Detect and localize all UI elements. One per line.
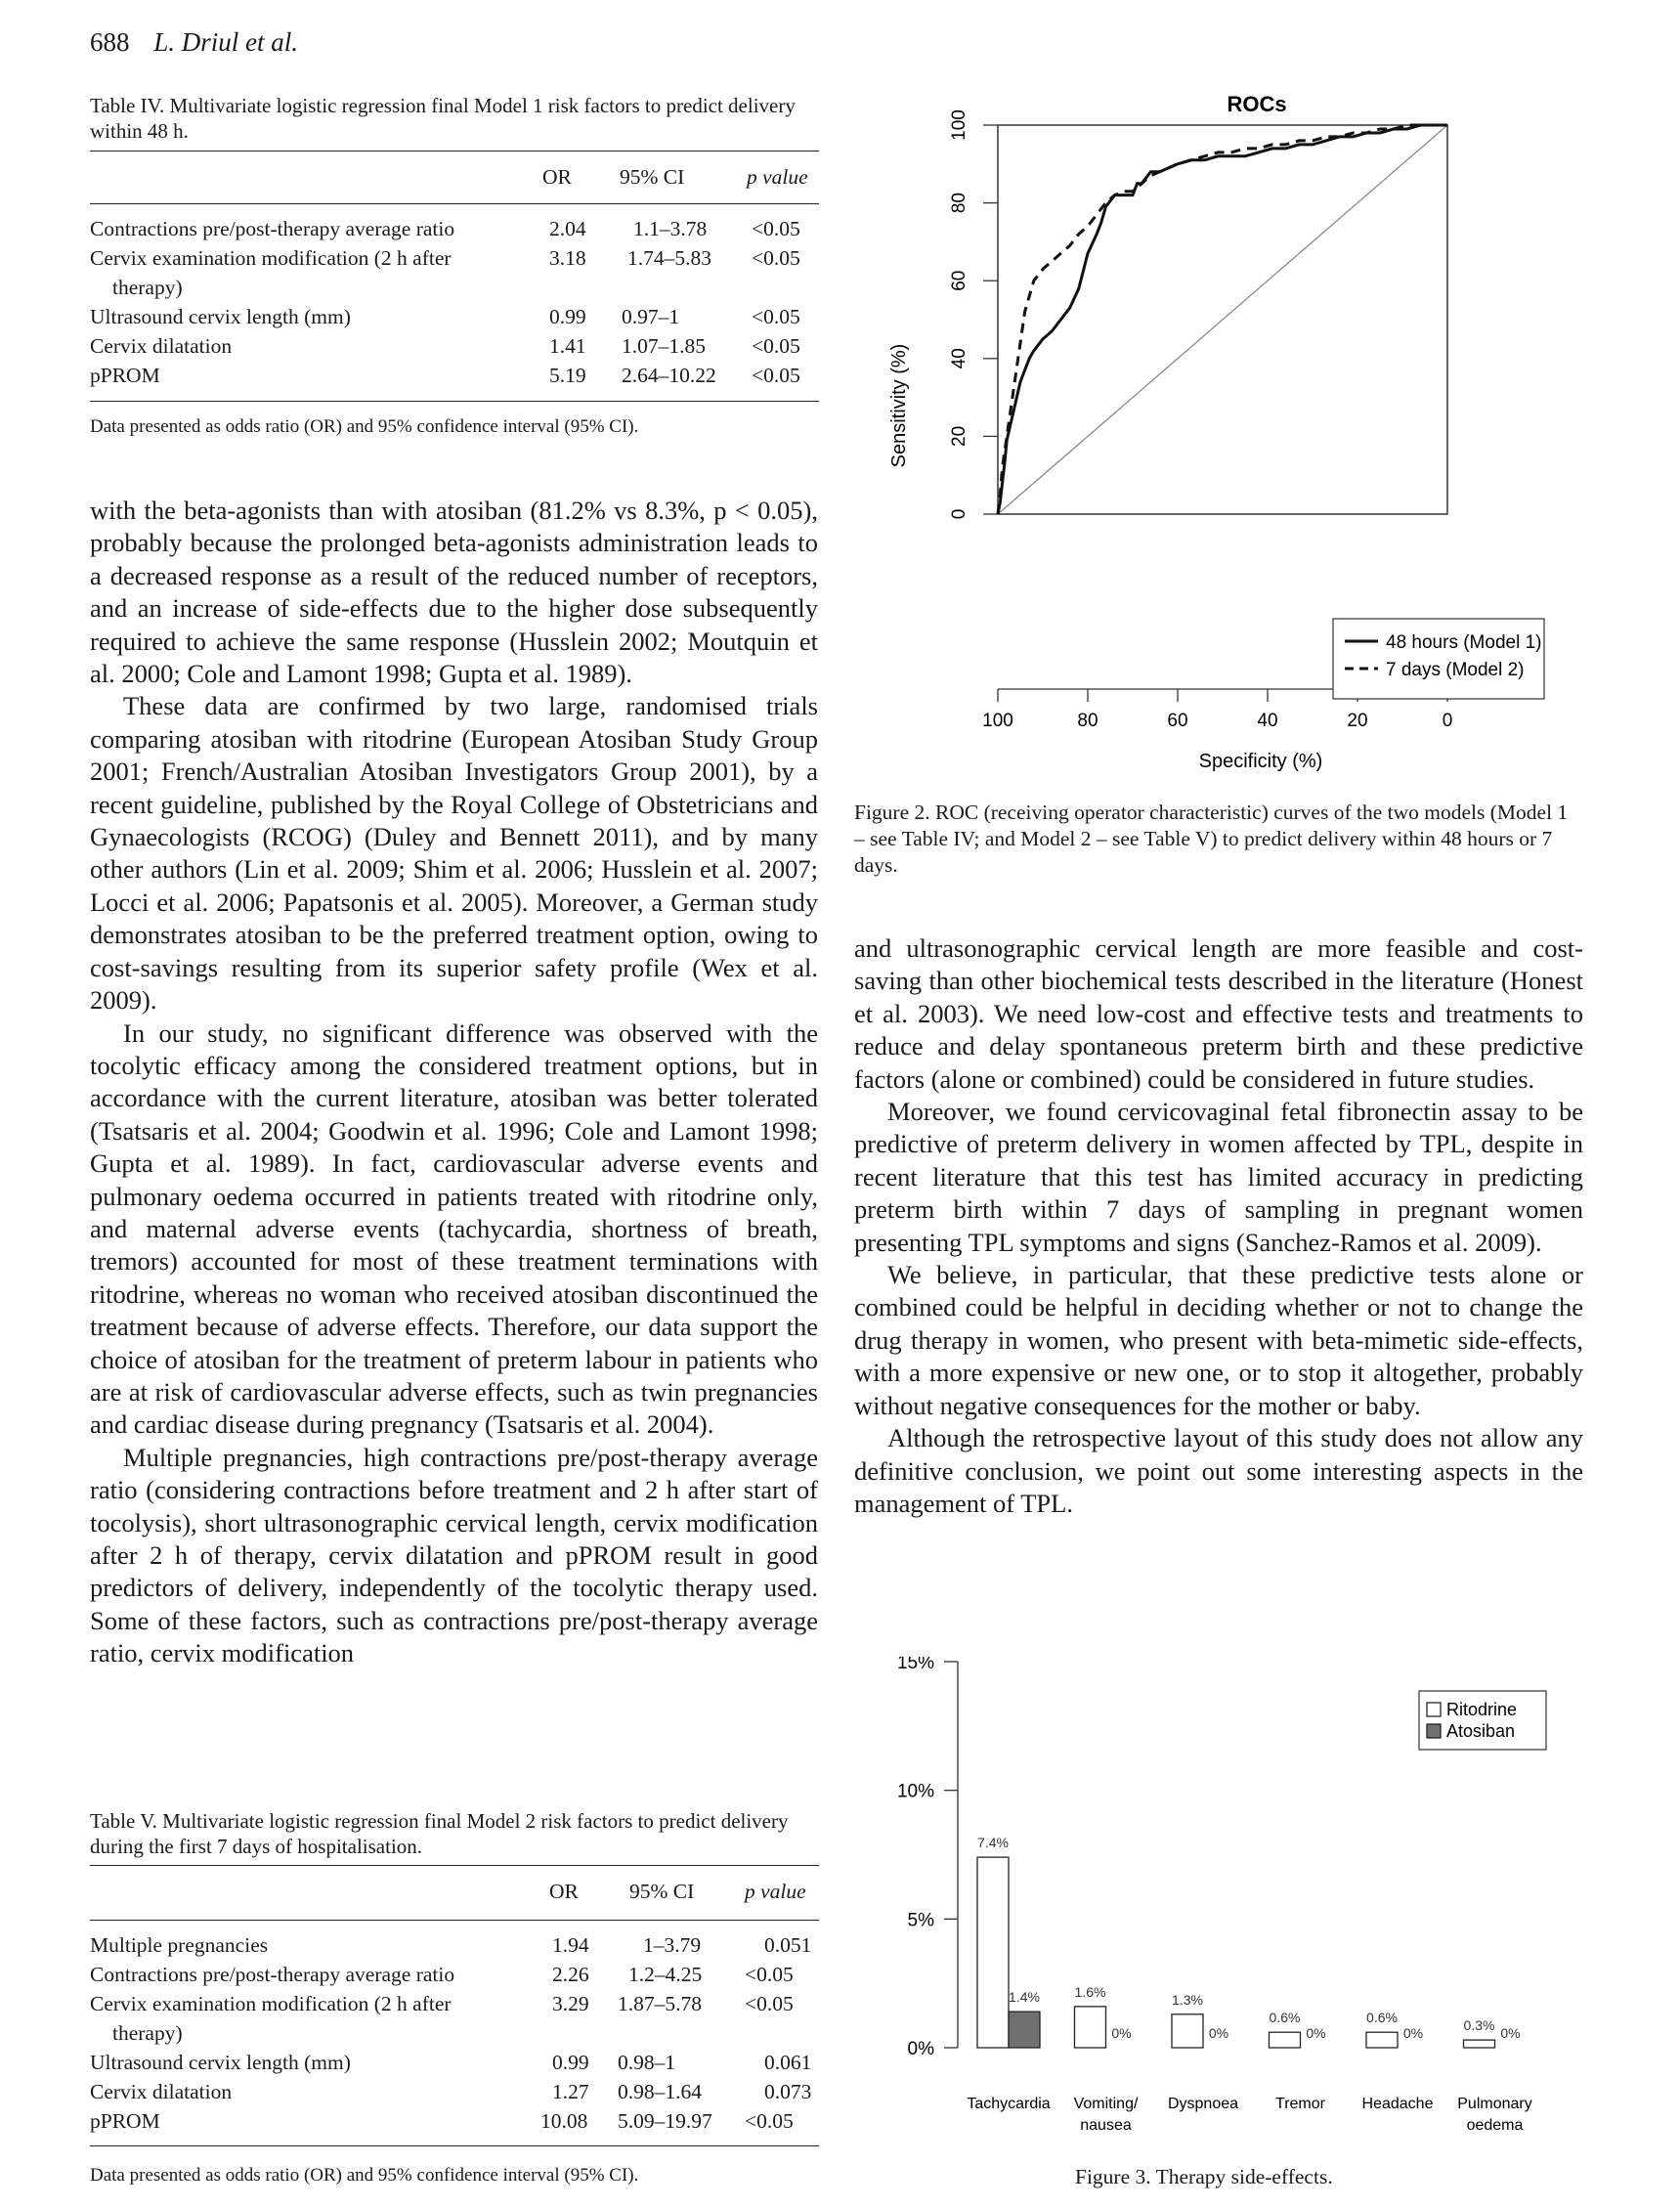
bar-category-label: Headache bbox=[1361, 2096, 1434, 2112]
table4-row-ci: 1.74–5.83 bbox=[627, 246, 711, 270]
roc-x-tick-label: 100 bbox=[982, 711, 1013, 731]
table5-row-p: 0.061 bbox=[764, 2051, 812, 2074]
roc-y-tick-label: 0 bbox=[949, 508, 969, 520]
table4-row-or: 1.41 bbox=[549, 334, 586, 358]
table4-row-ci: 2.64–10.22 bbox=[622, 364, 716, 387]
table5-row-or: 3.29 bbox=[552, 1992, 589, 2015]
table5-header-ci: 95% CI bbox=[629, 1880, 695, 1903]
page-number: 688 bbox=[90, 27, 130, 57]
bar-ritodrine bbox=[1464, 2040, 1495, 2048]
roc-chart-title: ROCs bbox=[1227, 92, 1287, 116]
table5-bottom-rule bbox=[90, 2145, 819, 2146]
table4-bottom-rule bbox=[90, 401, 819, 402]
table5-row-label: Contractions pre/post-therapy average ratio bbox=[90, 1963, 455, 1986]
body-paragraph: We believe, in particular, that these predictive tests alone or combined could be helpful in deciding whether or not to change the drug therapy in women, who present with beta-mimetic side-effects, with a more expensive or new one, or to stop it altogether, probably without negative consequences for the mother or baby. bbox=[854, 1260, 1583, 1420]
table5-top-rule bbox=[90, 1865, 819, 1866]
roc-x-tick-label: 40 bbox=[1257, 711, 1278, 731]
bar-category-label: Pulmonary bbox=[1457, 2096, 1532, 2112]
bar-y-tick-label: 0% bbox=[907, 2039, 934, 2059]
table5-header-or: OR bbox=[549, 1880, 579, 1903]
table4-row-or: 5.19 bbox=[549, 364, 586, 387]
bar-legend-label: Ritodrine bbox=[1446, 1700, 1518, 1719]
table4-row-p: <0.05 bbox=[752, 305, 800, 328]
table5-row-or: 1.27 bbox=[552, 2080, 589, 2103]
bar-data-label: 1.6% bbox=[1074, 1983, 1106, 2000]
table4-row-ci: 0.97–1 bbox=[622, 305, 680, 328]
bar-ritodrine bbox=[1172, 2014, 1203, 2048]
side-effects-chart bbox=[860, 1657, 1564, 2145]
bar-ritodrine bbox=[1075, 2007, 1106, 2048]
bar-category-label: nausea bbox=[1080, 2117, 1132, 2134]
roc-x-tick-label: 0 bbox=[1442, 711, 1453, 731]
table5-row-or: 0.99 bbox=[552, 2051, 589, 2074]
bar-atosiban bbox=[1009, 2012, 1040, 2048]
table4-header-rule bbox=[90, 203, 819, 204]
bar-ritodrine bbox=[977, 1857, 1009, 2048]
roc-diagonal-reference bbox=[998, 125, 1447, 514]
table5-row-ci: 0.98–1 bbox=[618, 2051, 676, 2074]
table5-row-label: Cervix dilatation bbox=[90, 2080, 233, 2103]
body-paragraph: Moreover, we found cervicovaginal fetal fibronectin assay to be predictive of preterm delivery in women affected by TPL, despite in recent literature that this test has limited accuracy in predicting preterm birth within 7 days of sampling in pregnant women presenting TPL symptoms and signs (Sanchez-Ramos et al. 2009). bbox=[854, 1097, 1583, 1257]
bar-data-label: 1.4% bbox=[1009, 1989, 1040, 2006]
table4-note: Data presented as odds ratio (OR) and 95% confidence interval (95% CI). bbox=[90, 416, 639, 437]
bar-data-label: 0.3% bbox=[1463, 2017, 1495, 2034]
table4-top-rule bbox=[90, 151, 819, 152]
table5-row-p: <0.05 bbox=[745, 1963, 794, 1986]
bar-data-label: 0% bbox=[1500, 2025, 1521, 2041]
roc-y-tick-label: 100 bbox=[949, 109, 969, 141]
table4 bbox=[90, 151, 819, 405]
bar-data-label: 0% bbox=[1306, 2025, 1326, 2041]
table4-caption: Table IV. Multivariate logistic regression final Model 1 risk factors to predict delivery within 48 h. bbox=[90, 94, 796, 143]
table4-row-p: <0.05 bbox=[752, 334, 800, 358]
bar-category-label: Dyspnoea bbox=[1167, 2096, 1239, 2112]
table4-row-label: Contractions pre/post-therapy average ratio bbox=[90, 217, 455, 240]
bar-legend bbox=[1419, 1691, 1546, 1750]
bar-data-label: 0% bbox=[1402, 2025, 1424, 2041]
table4-row-label: Cervix dilatation bbox=[90, 334, 233, 358]
bar-category-label: Tachycardia bbox=[967, 2096, 1051, 2112]
table5-row-ci: 1–3.79 bbox=[643, 1933, 702, 1957]
table5-row-label: Multiple pregnancies bbox=[90, 1933, 269, 1957]
table4-row-label: pPROM bbox=[90, 364, 160, 387]
table5-row-or: 10.08 bbox=[540, 2109, 588, 2133]
table5-row-p: 0.051 bbox=[764, 1933, 812, 1957]
table5-header-p: p value bbox=[745, 1880, 806, 1903]
bar-y-tick-label: 10% bbox=[896, 1781, 934, 1802]
roc-y-axis bbox=[949, 109, 998, 519]
body-paragraph: These data are confirmed by two large, randomised trials comparing atosiban with ritodrine (European Atosiban Study Group 2001; French/Australian Atosiban Investigators Group 2001), by a recent guideline, published by the Royal College of Obstetricians and Gynaecologists (RCOG) (Duley and Bennett 2011), and by many other authors (Lin et al. 2009; Shim et al. 2006; Husslein et al. 2007; Locci et al. 2006; Papatsonis et al. 2005). Moreover, a German study demonstrates atosiban to be the preferred treatment option, owing to cost-savings resulting from its superior safety profile (Wex et al. 2009). bbox=[90, 691, 818, 1016]
bar-data-label: 7.4% bbox=[977, 1835, 1009, 1851]
table5-note: Data presented as odds ratio (OR) and 95% confidence interval (95% CI). bbox=[90, 2165, 639, 2186]
roc-x-tick-label: 20 bbox=[1347, 711, 1368, 731]
table4-row-p: <0.05 bbox=[752, 217, 800, 240]
bar-category-label: oedema bbox=[1466, 2117, 1524, 2134]
roc-x-axis-label: Specificity (%) bbox=[1198, 751, 1323, 772]
table5-row-label: Cervix examination modification (2 h after bbox=[90, 1992, 452, 2015]
table5-row-p: <0.05 bbox=[745, 1992, 794, 2015]
bar-data-label: 0.6% bbox=[1366, 2010, 1398, 2026]
table5-row-ci: 5.09–19.97 bbox=[618, 2109, 712, 2133]
table4-row-or: 3.18 bbox=[549, 246, 586, 270]
table5-caption: Table V. Multivariate logistic regression final Model 2 risk factors to predict delivery during the first 7 days of hospitalisation. bbox=[90, 1809, 789, 1858]
table5-row-label: Ultrasound cervix length (mm) bbox=[90, 2051, 351, 2074]
body-paragraph: and ultrasonographic cervical length are more feasible and cost-saving than other biochemical tests described in the literature (Honest et al. 2003). We need low-cost and effective tests and treatments to reduce and delay spontaneous preterm birth and these predictive factors (alone or combined) could be considered in future studies. bbox=[854, 933, 1583, 1094]
bar-data-label: 1.3% bbox=[1172, 1991, 1203, 2008]
bar-data-label: 0% bbox=[1111, 2025, 1132, 2041]
table4-row-label-cont: therapy) bbox=[112, 276, 183, 299]
table4-row-or: 0.99 bbox=[549, 305, 586, 328]
table5-header-rule bbox=[90, 1920, 819, 1921]
table4-row-ci: 1.07–1.85 bbox=[622, 334, 706, 358]
table5-row-or: 2.26 bbox=[552, 1963, 589, 1986]
table4-row-label: Ultrasound cervix length (mm) bbox=[90, 305, 351, 328]
body-paragraph: with the beta-agonists than with atosiban (81.2% vs 8.3%, p < 0.05), probably because the prolonged beta-agonists administration leads to a decreased response as a result of the reduced number of receptors, and an increase of side-effects due to the higher dose subsequently required to achieve the same response (Husslein 2002; Moutquin et al. 2000; Cole and Lamont 1998; Gupta et al. 1989). bbox=[90, 496, 818, 689]
table5-row-or: 1.94 bbox=[552, 1933, 589, 1957]
body-paragraph: In our study, no significant difference was observed with the tocolytic efficacy among the considered treatment options, but in accordance with the current literature, atosiban was better tolerated (Tsatsaris et al. 2004; Goodwin et al. 1996; Cole and Lamont 1998; Gupta et al. 1989). In fact, cardiovascular adverse events and pulmonary oedema occurred in patients treated with ritodrine only, and maternal adverse events (tachycardia, shortness of breath, tremors) accounted for most of these treatment terminations with ritodrine, whereas no woman who received atosiban discontinued the treatment because of adverse effects. Therefore, our data support the choice of atosiban for the treatment of preterm labour in patients who are at risk of cardiovascular adverse effects, such as twin pregnancies and cardiac disease during pregnancy (Tsatsaris et al. 2004). bbox=[90, 1017, 818, 1440]
roc-y-tick-label: 20 bbox=[949, 425, 969, 447]
figure3-caption: Figure 3. Therapy side-effects. bbox=[1075, 2165, 1333, 2188]
bar-series-group bbox=[977, 1835, 1521, 2048]
running-head bbox=[90, 27, 298, 58]
bar-y-axis bbox=[897, 1657, 958, 2059]
table4-row-p: <0.05 bbox=[752, 364, 800, 387]
bar-legend-swatch-atosiban bbox=[1427, 1724, 1441, 1738]
roc-legend-label: 7 days (Model 2) bbox=[1386, 660, 1525, 680]
table5-row-ci: 1.87–5.78 bbox=[618, 1992, 702, 2015]
bar-ritodrine bbox=[1366, 2032, 1398, 2048]
table4-header-or: OR bbox=[542, 165, 572, 189]
roc-legend-box bbox=[1333, 619, 1544, 699]
bar-category-label: Vomiting/ bbox=[1073, 2096, 1139, 2112]
body-paragraph: Multiple pregnancies, high contractions pre/post-therapy average ratio (considering contractions before treatment and 2 h after start of tocolysis), short ultrasonographic cervical length, cervix modification after 2 h of therapy, cervix dilatation and pPROM result in good predictors of delivery, independently of the tocolytic therapy used. Some of these factors, such as contractions pre/post-therapy average ratio, cervix modification bbox=[90, 1442, 818, 1668]
body-left-column bbox=[90, 495, 818, 1670]
table5-row-ci: 0.98–1.64 bbox=[618, 2080, 702, 2103]
table5-row-ci: 1.2–4.25 bbox=[628, 1963, 703, 1986]
bar-legend-swatch-ritodrine bbox=[1427, 1703, 1441, 1716]
table4-header-p: p value bbox=[747, 165, 808, 189]
roc-y-tick-label: 40 bbox=[949, 348, 969, 369]
bar-category-label: Tremor bbox=[1275, 2096, 1325, 2112]
table5-row-label: pPROM bbox=[90, 2109, 160, 2133]
table4-row-ci: 1.1–3.78 bbox=[633, 217, 708, 240]
bar-legend-label: Atosiban bbox=[1446, 1721, 1516, 1741]
bar-y-tick-label: 15% bbox=[896, 1657, 934, 1673]
table5-row-label-cont: therapy) bbox=[112, 2021, 183, 2045]
roc-legend bbox=[1333, 619, 1544, 699]
roc-x-tick-label: 60 bbox=[1167, 711, 1188, 731]
roc-y-tick-label: 80 bbox=[949, 193, 969, 214]
body-right-column bbox=[854, 932, 1583, 1520]
table4-header-ci: 95% CI bbox=[620, 165, 685, 189]
body-paragraph: Although the retrospective layout of this study does not allow any definitive conclusion, we point out some interesting aspects in the management of TPL. bbox=[854, 1423, 1583, 1518]
bar-data-label: 0% bbox=[1208, 2025, 1229, 2041]
running-authors: L. Driul et al. bbox=[153, 27, 299, 57]
table5-row-p: <0.05 bbox=[745, 2109, 794, 2133]
roc-y-tick-label: 60 bbox=[949, 270, 969, 291]
roc-y-axis-label: Sensitivity (%) bbox=[888, 343, 910, 468]
bar-category-labels bbox=[967, 2096, 1531, 2134]
bar-y-tick-label: 5% bbox=[907, 1910, 934, 1931]
roc-legend-label: 48 hours (Model 1) bbox=[1386, 632, 1542, 653]
table5-row-p: 0.073 bbox=[764, 2080, 812, 2103]
bar-ritodrine bbox=[1270, 2032, 1301, 2048]
bar-data-label: 0.6% bbox=[1269, 2010, 1301, 2026]
figure2-caption: Figure 2. ROC (receiving operator characteristic) curves of the two models (Model 1 – see Table IV; and Model 2 – see Table V) to predict delivery within 48 hours or 7 days. bbox=[854, 801, 1569, 877]
table5 bbox=[90, 1865, 819, 2148]
roc-chart bbox=[860, 78, 1573, 792]
table4-row-p: <0.05 bbox=[752, 246, 800, 270]
table4-row-label: Cervix examination modification (2 h after bbox=[90, 246, 452, 270]
table4-row-or: 2.04 bbox=[549, 217, 586, 240]
roc-x-tick-label: 80 bbox=[1077, 711, 1098, 731]
